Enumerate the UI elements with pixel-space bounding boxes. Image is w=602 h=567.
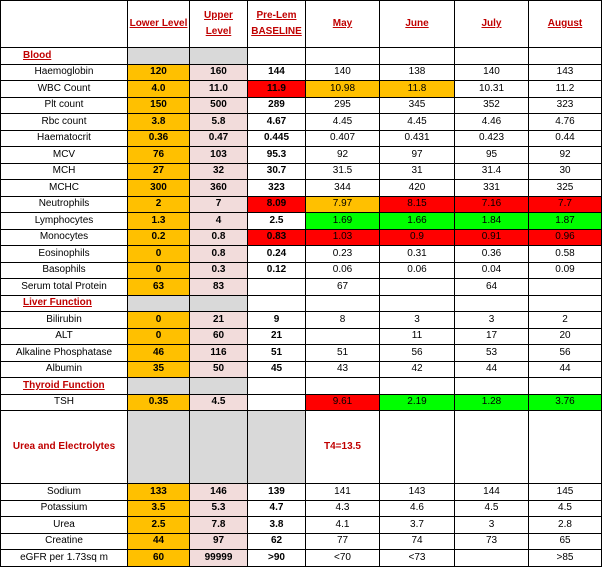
lower-level: 3.5 (128, 500, 190, 517)
august-value: >85 (529, 550, 602, 567)
lower-level: 63 (128, 279, 190, 296)
august-value: 0.96 (529, 229, 602, 246)
lower-level: 60 (128, 550, 190, 567)
blank-cell (306, 295, 380, 312)
section-thyroid (1, 378, 602, 395)
lower-level: 133 (128, 484, 190, 501)
august-value: 2 (529, 312, 602, 329)
upper-level: 32 (190, 163, 248, 180)
table-row (1, 81, 602, 98)
july-value: 7.16 (455, 196, 529, 213)
may-value: 51 (306, 345, 380, 362)
june-value: 0.31 (380, 246, 455, 263)
blank-cell (380, 411, 455, 484)
lower-level: 0 (128, 246, 190, 263)
upper-level: 0.47 (190, 130, 248, 147)
baseline-value: 4.7 (248, 500, 306, 517)
lower-level: 4.0 (128, 81, 190, 98)
august-value: 325 (529, 180, 602, 197)
upper-level: 99999 (190, 550, 248, 567)
section-title: Urea and Electrolytes (1, 411, 128, 484)
upper-level: 4.5 (190, 394, 248, 411)
baseline-value: 3.8 (248, 517, 306, 534)
blank-cell (380, 295, 455, 312)
august-value: 0.58 (529, 246, 602, 263)
may-value: 4.3 (306, 500, 380, 517)
lower-level: 46 (128, 345, 190, 362)
test-name: MCH (1, 163, 128, 180)
header-cell: Upper Level (190, 1, 248, 48)
header-cell: May (306, 1, 380, 48)
table-row (1, 213, 602, 230)
may-value (306, 328, 380, 345)
upper-level: 21 (190, 312, 248, 329)
test-name: TSH (1, 394, 128, 411)
lower-level: 0.35 (128, 394, 190, 411)
july-value: 3 (455, 517, 529, 534)
july-value: 1.84 (455, 213, 529, 230)
upper-level: 0.8 (190, 246, 248, 263)
upper-level: 5.8 (190, 114, 248, 131)
test-name: ALT (1, 328, 128, 345)
baseline-value: 30.7 (248, 163, 306, 180)
may-value: 0.23 (306, 246, 380, 263)
blank-cell (455, 378, 529, 395)
july-value: 31.4 (455, 163, 529, 180)
upper-level: 97 (190, 533, 248, 550)
test-name: Urea (1, 517, 128, 534)
lower-level: 0 (128, 312, 190, 329)
lower-level: 0 (128, 328, 190, 345)
june-value: 1.66 (380, 213, 455, 230)
test-name: Bilirubin (1, 312, 128, 329)
july-value: 73 (455, 533, 529, 550)
table-row (1, 163, 602, 180)
lower-level: 0.36 (128, 130, 190, 147)
august-value: 143 (529, 64, 602, 81)
table-row (1, 262, 602, 279)
upper-level: 50 (190, 361, 248, 378)
august-value: 56 (529, 345, 602, 362)
lower-level: 1.3 (128, 213, 190, 230)
table-row (1, 147, 602, 164)
june-value: 8.15 (380, 196, 455, 213)
june-value: 3.7 (380, 517, 455, 534)
july-value (455, 550, 529, 567)
baseline-value: 0.12 (248, 262, 306, 279)
baseline-value: 51 (248, 345, 306, 362)
may-value: 140 (306, 64, 380, 81)
table-row (1, 279, 602, 296)
may-value: 9.61 (306, 394, 380, 411)
may-value: 77 (306, 533, 380, 550)
july-value: 4.5 (455, 500, 529, 517)
blank-cell (455, 48, 529, 65)
table-row (1, 550, 602, 567)
upper-level: 11.0 (190, 81, 248, 98)
july-value: 1.28 (455, 394, 529, 411)
august-value: 2.8 (529, 517, 602, 534)
blank-cell (529, 378, 602, 395)
blank-cell (128, 295, 190, 312)
june-value: 138 (380, 64, 455, 81)
may-value: 1.03 (306, 229, 380, 246)
blank-cell (248, 295, 306, 312)
test-name: MCHC (1, 180, 128, 197)
may-value: 4.1 (306, 517, 380, 534)
header-cell: Pre-Lem BASELINE (248, 1, 306, 48)
august-value: 92 (529, 147, 602, 164)
test-name: Lymphocytes (1, 213, 128, 230)
june-value: 345 (380, 97, 455, 114)
blank-cell (190, 411, 248, 484)
blank-cell (455, 411, 529, 484)
blank-cell (248, 48, 306, 65)
table-row (1, 229, 602, 246)
august-value: 44 (529, 361, 602, 378)
t4-note: T4=13.5 (306, 411, 380, 484)
lower-level: 150 (128, 97, 190, 114)
lower-level: 120 (128, 64, 190, 81)
test-name: Potassium (1, 500, 128, 517)
upper-level: 103 (190, 147, 248, 164)
lower-level: 300 (128, 180, 190, 197)
blank-cell (455, 295, 529, 312)
blank-cell (248, 378, 306, 395)
august-value: 4.5 (529, 500, 602, 517)
header-cell: July (455, 1, 529, 48)
june-value: 0.9 (380, 229, 455, 246)
upper-level: 5.3 (190, 500, 248, 517)
upper-level: 83 (190, 279, 248, 296)
august-value: 4.76 (529, 114, 602, 131)
table-row (1, 484, 602, 501)
blank-cell (190, 48, 248, 65)
upper-level: 7 (190, 196, 248, 213)
test-name: Haematocrit (1, 130, 128, 147)
blank-cell (128, 411, 190, 484)
upper-level: 4 (190, 213, 248, 230)
table-row (1, 500, 602, 517)
test-name: Serum total Protein (1, 279, 128, 296)
june-value: 74 (380, 533, 455, 550)
section-liver (1, 295, 602, 312)
july-value: 140 (455, 64, 529, 81)
july-value: 44 (455, 361, 529, 378)
may-value: 8 (306, 312, 380, 329)
table-row (1, 361, 602, 378)
blank-cell (529, 48, 602, 65)
header-row (1, 1, 602, 48)
june-value: 31 (380, 163, 455, 180)
baseline-value: 0.83 (248, 229, 306, 246)
august-value: 20 (529, 328, 602, 345)
header-cell: August (529, 1, 602, 48)
upper-level: 360 (190, 180, 248, 197)
lower-level: 3.8 (128, 114, 190, 131)
lower-level: 0 (128, 262, 190, 279)
july-value: 10.31 (455, 81, 529, 98)
blank-cell (306, 48, 380, 65)
may-value: 4.45 (306, 114, 380, 131)
baseline-value: 0.445 (248, 130, 306, 147)
july-value: 4.46 (455, 114, 529, 131)
august-value (529, 279, 602, 296)
lower-level: 2.5 (128, 517, 190, 534)
test-name: Albumin (1, 361, 128, 378)
august-value: 145 (529, 484, 602, 501)
baseline-value: 139 (248, 484, 306, 501)
test-name: Basophils (1, 262, 128, 279)
august-value: 1.87 (529, 213, 602, 230)
july-value: 0.36 (455, 246, 529, 263)
june-value: 4.6 (380, 500, 455, 517)
june-value: 4.45 (380, 114, 455, 131)
august-value: 65 (529, 533, 602, 550)
table-row (1, 328, 602, 345)
blank-cell (128, 378, 190, 395)
july-value: 17 (455, 328, 529, 345)
may-value: 0.407 (306, 130, 380, 147)
baseline-value: >90 (248, 550, 306, 567)
august-value: 0.44 (529, 130, 602, 147)
june-value: 42 (380, 361, 455, 378)
upper-level: 500 (190, 97, 248, 114)
may-value: 141 (306, 484, 380, 501)
may-value: 344 (306, 180, 380, 197)
header-cell: Lower Level (128, 1, 190, 48)
may-value: 31.5 (306, 163, 380, 180)
june-value: 0.06 (380, 262, 455, 279)
baseline-value: 8.09 (248, 196, 306, 213)
test-name: Monocytes (1, 229, 128, 246)
table-row (1, 97, 602, 114)
baseline-value: 21 (248, 328, 306, 345)
test-name: Plt count (1, 97, 128, 114)
upper-level: 160 (190, 64, 248, 81)
section-title: Liver Function (1, 295, 128, 312)
table-row (1, 180, 602, 197)
august-value: 30 (529, 163, 602, 180)
july-value: 0.04 (455, 262, 529, 279)
july-value: 0.423 (455, 130, 529, 147)
july-value: 53 (455, 345, 529, 362)
test-name: Alkaline Phosphatase (1, 345, 128, 362)
table-row (1, 394, 602, 411)
lower-level: 2 (128, 196, 190, 213)
june-value: 11 (380, 328, 455, 345)
upper-level: 7.8 (190, 517, 248, 534)
table-row (1, 533, 602, 550)
may-value: 295 (306, 97, 380, 114)
test-name: Eosinophils (1, 246, 128, 263)
baseline-value: 144 (248, 64, 306, 81)
upper-level: 146 (190, 484, 248, 501)
header-cell: June (380, 1, 455, 48)
may-value: 43 (306, 361, 380, 378)
june-value: 2.19 (380, 394, 455, 411)
june-value: 420 (380, 180, 455, 197)
lower-level: 0.2 (128, 229, 190, 246)
june-value (380, 279, 455, 296)
august-value: 11.2 (529, 81, 602, 98)
june-value: <73 (380, 550, 455, 567)
july-value: 0.91 (455, 229, 529, 246)
section-title: Thyroid Function (1, 378, 128, 395)
june-value: 11.8 (380, 81, 455, 98)
test-name: WBC Count (1, 81, 128, 98)
baseline-value: 4.67 (248, 114, 306, 131)
blank-cell (190, 295, 248, 312)
test-name: Sodium (1, 484, 128, 501)
table-row (1, 130, 602, 147)
july-value: 144 (455, 484, 529, 501)
blank-cell (380, 48, 455, 65)
test-name: Creatine (1, 533, 128, 550)
july-value: 64 (455, 279, 529, 296)
table-row (1, 246, 602, 263)
baseline-value: 0.24 (248, 246, 306, 263)
upper-level: 60 (190, 328, 248, 345)
section-blood (1, 48, 602, 65)
baseline-value: 62 (248, 533, 306, 550)
upper-level: 116 (190, 345, 248, 362)
lower-level: 35 (128, 361, 190, 378)
june-value: 56 (380, 345, 455, 362)
lower-level: 27 (128, 163, 190, 180)
lower-level: 44 (128, 533, 190, 550)
august-value: 3.76 (529, 394, 602, 411)
may-value: 0.06 (306, 262, 380, 279)
baseline-value (248, 394, 306, 411)
may-value: 67 (306, 279, 380, 296)
blank-cell (248, 411, 306, 484)
july-value: 3 (455, 312, 529, 329)
upper-level: 0.8 (190, 229, 248, 246)
baseline-value: 11.9 (248, 81, 306, 98)
july-value: 331 (455, 180, 529, 197)
blank-cell (128, 48, 190, 65)
header-cell (1, 1, 128, 48)
june-value: 143 (380, 484, 455, 501)
lower-level: 76 (128, 147, 190, 164)
may-value: 1.69 (306, 213, 380, 230)
test-name: eGFR per 1.73sq m (1, 550, 128, 567)
test-name: Neutrophils (1, 196, 128, 213)
baseline-value: 323 (248, 180, 306, 197)
baseline-value: 9 (248, 312, 306, 329)
june-value: 3 (380, 312, 455, 329)
table-row (1, 114, 602, 131)
baseline-value: 2.5 (248, 213, 306, 230)
may-value: <70 (306, 550, 380, 567)
august-value: 7.7 (529, 196, 602, 213)
section-title: Blood (1, 48, 128, 65)
baseline-value: 45 (248, 361, 306, 378)
table-row (1, 345, 602, 362)
table-row (1, 64, 602, 81)
section-urea (1, 411, 602, 484)
baseline-value: 289 (248, 97, 306, 114)
may-value: 92 (306, 147, 380, 164)
may-value: 10.98 (306, 81, 380, 98)
baseline-value: 95.3 (248, 147, 306, 164)
blank-cell (306, 378, 380, 395)
table-row (1, 196, 602, 213)
may-value: 7.97 (306, 196, 380, 213)
blank-cell (529, 295, 602, 312)
test-name: Haemoglobin (1, 64, 128, 81)
august-value: 323 (529, 97, 602, 114)
blank-cell (529, 411, 602, 484)
june-value: 97 (380, 147, 455, 164)
july-value: 95 (455, 147, 529, 164)
test-name: MCV (1, 147, 128, 164)
upper-level: 0.3 (190, 262, 248, 279)
test-name: Rbc count (1, 114, 128, 131)
july-value: 352 (455, 97, 529, 114)
august-value: 0.09 (529, 262, 602, 279)
june-value: 0.431 (380, 130, 455, 147)
table-row (1, 312, 602, 329)
table-row (1, 517, 602, 534)
blank-cell (190, 378, 248, 395)
baseline-value (248, 279, 306, 296)
blank-cell (380, 378, 455, 395)
